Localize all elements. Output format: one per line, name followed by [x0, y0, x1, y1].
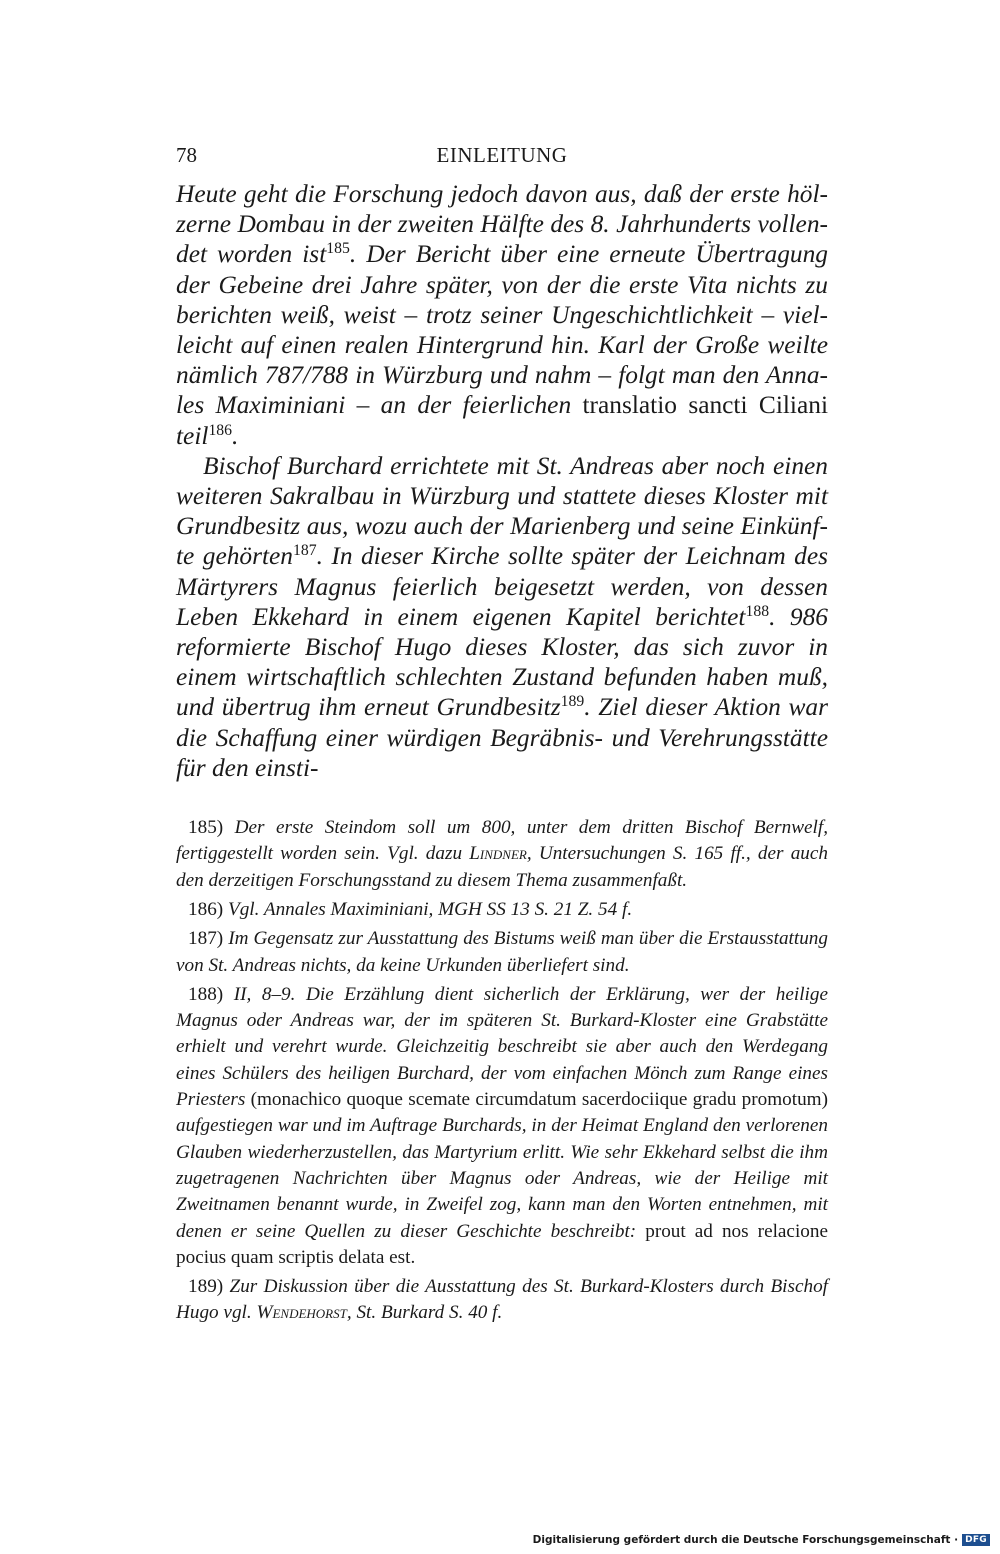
footnote-number: 188): [188, 983, 224, 1005]
footnote-ref-188[interactable]: 188: [745, 602, 770, 620]
footnote-ref-185[interactable]: 185: [326, 240, 350, 258]
page-number: 78: [176, 143, 197, 167]
footnote-text: Im Gegensatz zur Ausstattung des Bistums weiß man über die Erstausstattung von St. Andreas nichts, da keine Urkunden überliefert sind.: [176, 928, 828, 976]
footnote-189: [176, 1274, 828, 1327]
footnote-text: aufgestiegen war und im Auftrage Burchards, in der Heimat England den verlorenen Glauben wiederherzustellen, das Martyrium erlitt. Wie sehr Ekkehard selbst die ihm zugetragenen Nachrichten über Magnus oder Andreas, wie der Heilige mit Zweitnamen benannt wurde, in Zweifel zog, kann man den Worten entnehmen, mit denen er seine Quellen zu dieser Geschichte beschreibt:: [176, 1115, 828, 1242]
footnote-185: [176, 815, 828, 894]
credit-text: Digitalisierung gefördert durch die Deutsche Forschungsgemeinschaft ·: [532, 1534, 959, 1546]
running-title: EINLEITUNG: [436, 143, 568, 167]
text-run: . Der Bericht über eine erneute Übertragung der Gebeine drei Jahre später, von der die erste Vita nichts zu berichten weiß, weist – trotz seiner Ungeschichtlichkeit – vielleicht auf einen realen Hintergrund hin. Karl der Große weilte nämlich 787/788 in Würzburg und nahm – folgt man den Annales Maximiniani – an der feierlichen: [176, 240, 828, 420]
author-name: Wendehorst: [256, 1302, 347, 1324]
footnote-text: Vgl. Annales Maximiniani, MGH SS 13 S. 21 Z. 54 f.: [227, 898, 633, 920]
text-run: teil: [176, 421, 209, 450]
footnote-ref-189[interactable]: 189: [560, 693, 585, 711]
footnote-187: [176, 926, 828, 979]
footnote-186: [176, 897, 828, 923]
paragraph-1: [176, 179, 828, 451]
text-run: . In dieser Kirche sollte später der Leichnam des Märtyrers Magnus feierlich beigesetzt werden, von dessen Leben Ekkehard in einem eigenen Kapitel berichtet: [176, 542, 828, 631]
dfg-logo-icon: DFG: [962, 1534, 990, 1546]
author-name: Lindner: [469, 843, 527, 865]
footnote-ref-187[interactable]: 187: [293, 542, 317, 560]
footnotes: [176, 815, 828, 1327]
footnote-text: , St. Burkard S. 40 f.: [346, 1302, 503, 1324]
footnote-number: 185): [188, 817, 224, 839]
footnote-ref-186[interactable]: 186: [208, 421, 233, 439]
latin-quote: translatio sancti Ciliani: [582, 391, 829, 420]
footnote-number: 187): [188, 928, 224, 950]
footnote-text: Der erste Steindom soll um 800, unter dem dritten Bischof Bernwelf, fertiggestellt worden sein. Vgl. dazu: [176, 817, 828, 865]
text-run: . Ziel dieser Aktion war die Schaffung einer würdigen Begräbnis- und Verehrungsstätte für den einsti-: [176, 693, 829, 782]
footnote-number: 186): [188, 898, 224, 920]
running-head: [176, 140, 828, 170]
main-text: [176, 179, 828, 783]
text-run: Bischof Burchard errichtete mit St. Andreas aber noch einen weiteren Sakralbau in Würzburg und stattete dieses Kloster mit Grundbesitz aus, wozu auch der Marienberg und seine Einkünfte gehörten: [176, 451, 828, 571]
text-run: .: [232, 421, 239, 450]
footnote-text: Zur Diskussion über die Ausstattung des St. Burkard-Klosters durch Bischof Hugo vgl.: [176, 1276, 829, 1324]
paragraph-2: [176, 451, 828, 783]
document-page: [176, 140, 828, 1327]
footnote-text: II, 8–9. Die Erzählung dient sicherlich der Erklärung, wer der heilige Magnus oder Andreas war, der im späteren St. Burkard-Kloster eine Grabstätte erhielt und verehrt wurde. Gleichzeitig beschreibt sie aber auch den Werdegang eines Schülers des heiligen Burchard, der vom einfachen Mönch zum Range eines Priesters: [176, 983, 828, 1111]
digitization-credit: [533, 1534, 990, 1546]
footnote-188: [176, 982, 828, 1271]
footnote-text: , Untersuchungen S. 165 ff., der auch den derzeitigen Forschungsstand zu diesem Thema zusammenfaßt.: [176, 843, 828, 891]
text-run: . 986 reformierte Bischof Hugo dieses Kloster, das sich zuvor in einem wirtschaftlich schlechten Zustand befunden haben muß, und übertrug ihm erneut Grundbesitz: [176, 602, 829, 722]
latin-quote: (monachico quoque scemate circumdatum sacerdociique gradu promotum): [250, 1089, 828, 1111]
latin-quote: prout ad nos relacione pocius quam scriptis delata est.: [176, 1220, 828, 1268]
text-run: Heute geht die Forschung jedoch davon aus, daß der erste hölzerne Dombau in der zweiten Hälfte des 8. Jahrhunderts vollendet worden ist: [176, 180, 828, 269]
footnote-number: 189): [188, 1276, 224, 1298]
